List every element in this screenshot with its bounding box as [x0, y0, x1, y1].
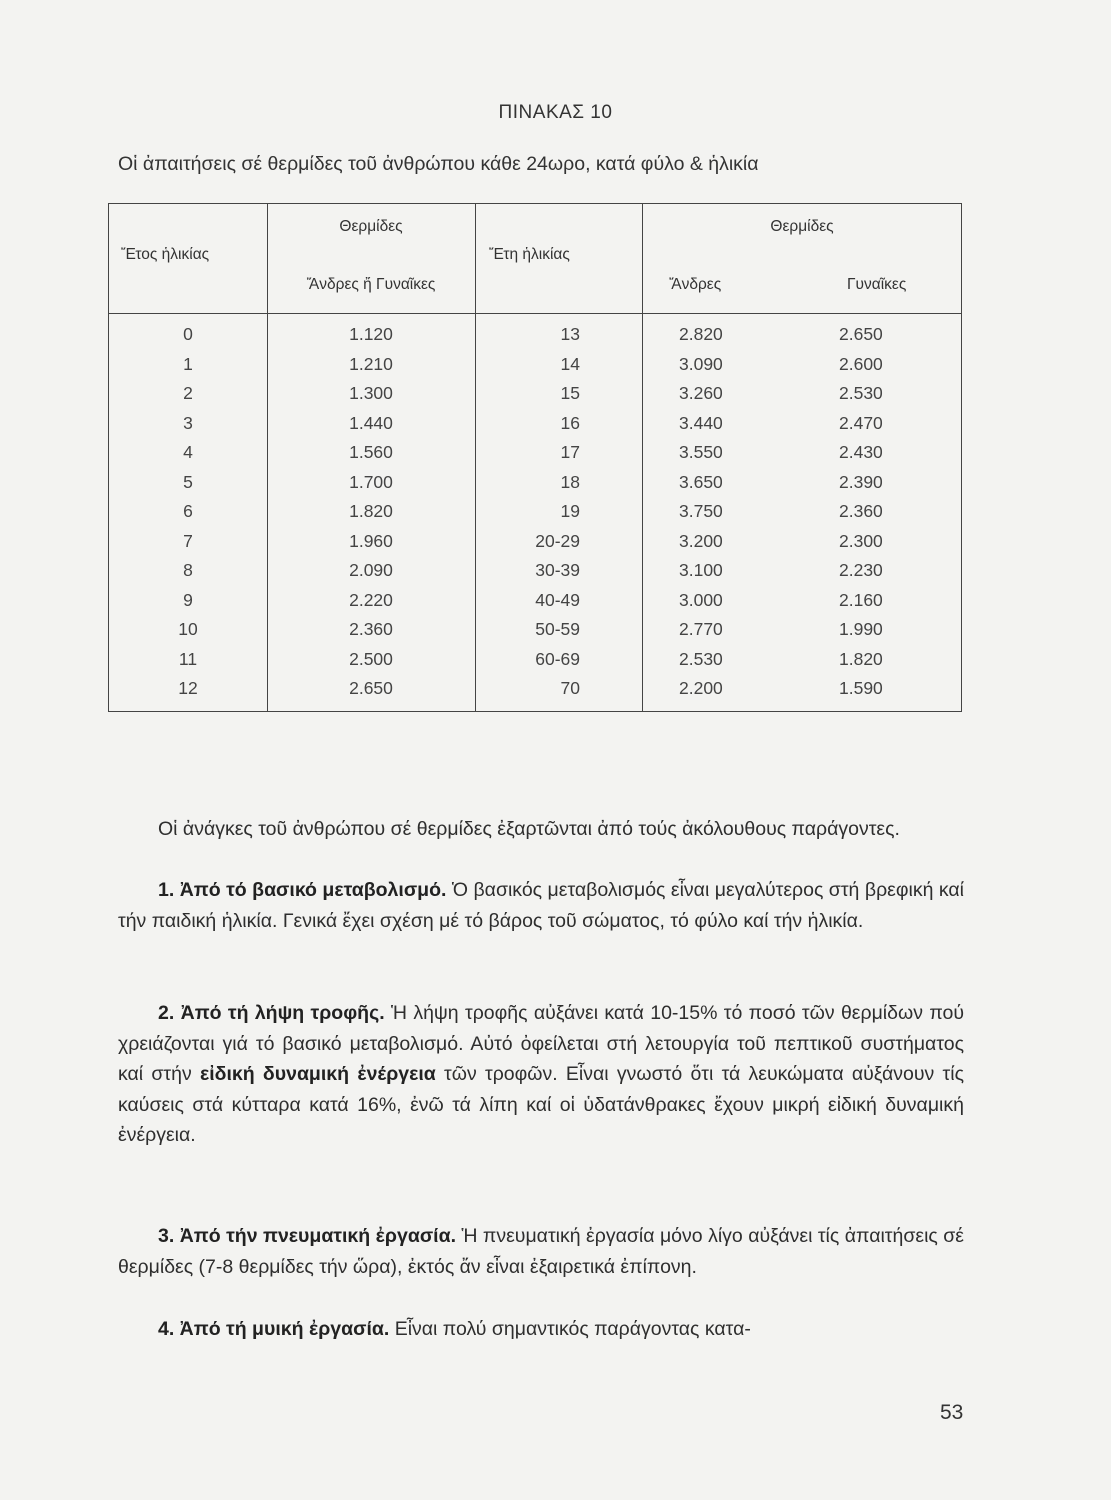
factor-2-emphasis: εἰδική δυναμική ἐνέργεια	[199, 1063, 436, 1085]
table-cell: 2.770	[679, 619, 723, 639]
table-cell: 2.650	[349, 678, 393, 698]
table-cell: 2.200	[679, 678, 723, 698]
table-cell: 1.700	[349, 471, 393, 492]
table-cell: 2	[183, 383, 193, 403]
factor-2-paragraph	[118, 998, 964, 1151]
table-cell: 2.820	[679, 324, 723, 344]
table-cell: 2.530	[839, 383, 883, 403]
table-cell: 1.210	[349, 353, 393, 374]
table-cell: 4	[183, 442, 193, 462]
table-cell: 12	[178, 678, 198, 698]
table-cell: 2.530	[679, 648, 723, 669]
header-age-year: Ἔτος ἡλικίας	[121, 246, 210, 263]
table-cell: 70	[560, 678, 580, 698]
table-cell: 1.820	[839, 648, 883, 669]
table-caption: Οἱ ἀπαιτήσεις σέ θερμίδες τοῦ ἀνθρώπου κάθε 24ωρο, κατά φύλο & ἡλικία	[118, 153, 759, 175]
column-divider	[642, 204, 643, 711]
table-cell: 11	[178, 648, 198, 669]
table-cell: 2.220	[349, 589, 393, 610]
page-title: ΠΙΝΑΚΑΣ 10	[498, 102, 613, 123]
header-men: Ἄνδρες	[669, 276, 722, 293]
table-cell: 1.990	[839, 619, 883, 639]
header-divider	[109, 313, 961, 314]
table-cell: 1.300	[349, 383, 393, 403]
table-cell: 3.200	[679, 530, 723, 551]
table-cell: 60-69	[535, 648, 580, 669]
table-cell: 17	[560, 442, 580, 462]
column-calories-men-or-women	[267, 320, 475, 704]
table-cell: 2.090	[349, 560, 393, 580]
table-cell: 3	[183, 412, 193, 433]
header-women: Γυναῖκες	[847, 276, 907, 293]
table-cell: 3.100	[679, 560, 723, 580]
table-cell: 3.550	[679, 442, 723, 462]
intro-paragraph	[158, 814, 964, 845]
table-cell: 13	[560, 324, 580, 344]
table-cell: 0	[183, 324, 193, 344]
factor-2-body-a: Ἡ λήψη τροφῆς αὐξάνει κατά 10-15% τό ποσό τῶν θερμίδων πού χρειάζονται γιά τό βασικό μεταβολισμό. Αὐτό ὀφείλεται στή λετουργία τοῦ πεπτικοῦ συστήματος καί στήν	[118, 1002, 965, 1085]
table-cell: 2.650	[839, 324, 883, 344]
factor-3-paragraph	[118, 1221, 964, 1282]
table-cell: 2.360	[349, 619, 393, 639]
table-cell: 1.120	[349, 324, 393, 344]
header-calories-2: Θερμίδες	[770, 218, 834, 235]
table-cell: 3.000	[679, 589, 723, 610]
table-cell: 3.090	[679, 353, 723, 374]
table-cell: 1.960	[349, 530, 393, 551]
table-cell: 1.820	[349, 501, 393, 521]
factor-1-body: Ὁ βασικός μεταβολισμός εἶναι μεγαλύτερος στή βρεφική καί τήν παιδική ἡλικία. Γενικά ἔχει σχέση μέ τό βάρος τοῦ σώματος, τό φύλο καί τήν ἡλικία.	[118, 879, 964, 932]
factor-2-heading: 2. Ἀπό τή λήψη τροφῆς.	[158, 1002, 385, 1024]
column-women	[839, 320, 929, 704]
table-cell: 16	[560, 412, 580, 433]
calorie-requirements-table	[108, 203, 962, 712]
table-cell: 20-29	[535, 530, 580, 551]
table-cell: 1.590	[839, 678, 883, 698]
table-cell: 40-49	[535, 589, 580, 610]
table-cell: 2.300	[839, 530, 883, 551]
column-men	[679, 320, 769, 704]
table-cell: 1	[183, 353, 193, 374]
table-cell: 2.230	[839, 560, 883, 580]
factor-4-heading: 4. Ἀπό τή μυική ἐργασία.	[158, 1318, 390, 1340]
table-cell: 2.430	[839, 442, 883, 462]
table-cell: 1.560	[349, 442, 393, 462]
factor-3-heading: 3. Ἀπό τήν πνευματική ἐργασία.	[158, 1225, 456, 1247]
factor-3-body: Ἡ πνευματική ἐργασία μόνο λίγο αὐξάνει τίς ἀπαιτήσεις σέ θερμίδες (7-8 θερμίδες τήν ὥρα), ἐκτός ἄν εἶναι ἐξαιρετικά ἐπίπονη.	[118, 1225, 964, 1278]
table-cell: 10	[178, 619, 198, 639]
factor-1-paragraph	[118, 875, 964, 936]
table-cell: 3.440	[679, 412, 723, 433]
table-cell: 5	[183, 471, 193, 492]
table-cell: 2.600	[839, 353, 883, 374]
table-cell: 15	[560, 383, 580, 403]
table-cell: 3.750	[679, 501, 723, 521]
table-cell: 6	[183, 501, 193, 521]
table-cell: 2.470	[839, 412, 883, 433]
table-cell: 9	[183, 589, 193, 610]
intro-text: Οἱ ἀνάγκες τοῦ ἀνθρώπου σέ θερμίδες ἐξαρτῶνται ἀπό τούς ἀκόλουθους παράγοντες.	[158, 818, 900, 840]
table-cell: 1.440	[349, 412, 393, 433]
column-age-years	[475, 320, 580, 704]
table-cell: 50-59	[535, 619, 580, 639]
factor-2-body-b: τῶν τροφῶν. Εἶναι γνωστό ὅτι τά λευκώματα αὐξάνουν τίς καύσεις στά κύτταρα κατά 16%, ἐνῶ τά λίπη καί οἱ ὑδατάνθρακες ἔχουν μικρή εἰδική δυναμική ἐνέργεια.	[118, 1063, 964, 1146]
table-cell: 8	[183, 560, 193, 580]
table-cell: 30-39	[535, 560, 580, 580]
factor-4-paragraph	[118, 1314, 964, 1345]
header-calories: Θερμίδες	[339, 218, 403, 235]
column-age-year	[109, 320, 267, 704]
table-cell: 2.360	[839, 501, 883, 521]
table-cell: 3.650	[679, 471, 723, 492]
table-cell: 2.500	[349, 648, 393, 669]
table-cell: 18	[560, 471, 580, 492]
factor-1-heading: 1. Ἀπό τό βασικό μεταβολισμό.	[158, 879, 447, 901]
table-cell: 19	[560, 501, 580, 521]
header-men-or-women: Ἄνδρες ἤ Γυναῖκες	[306, 276, 436, 293]
factor-4-body: Εἶναι πολύ σημαντικός παράγοντας κατα-	[389, 1318, 751, 1340]
table-cell: 2.390	[839, 471, 883, 492]
table-cell: 2.160	[839, 589, 883, 610]
table-cell: 7	[183, 530, 193, 551]
table-cell: 3.260	[679, 383, 723, 403]
header-age-years: Ἔτη ἡλικίας	[489, 246, 570, 263]
page-number: 53	[940, 1401, 964, 1424]
table-cell: 14	[560, 353, 580, 374]
